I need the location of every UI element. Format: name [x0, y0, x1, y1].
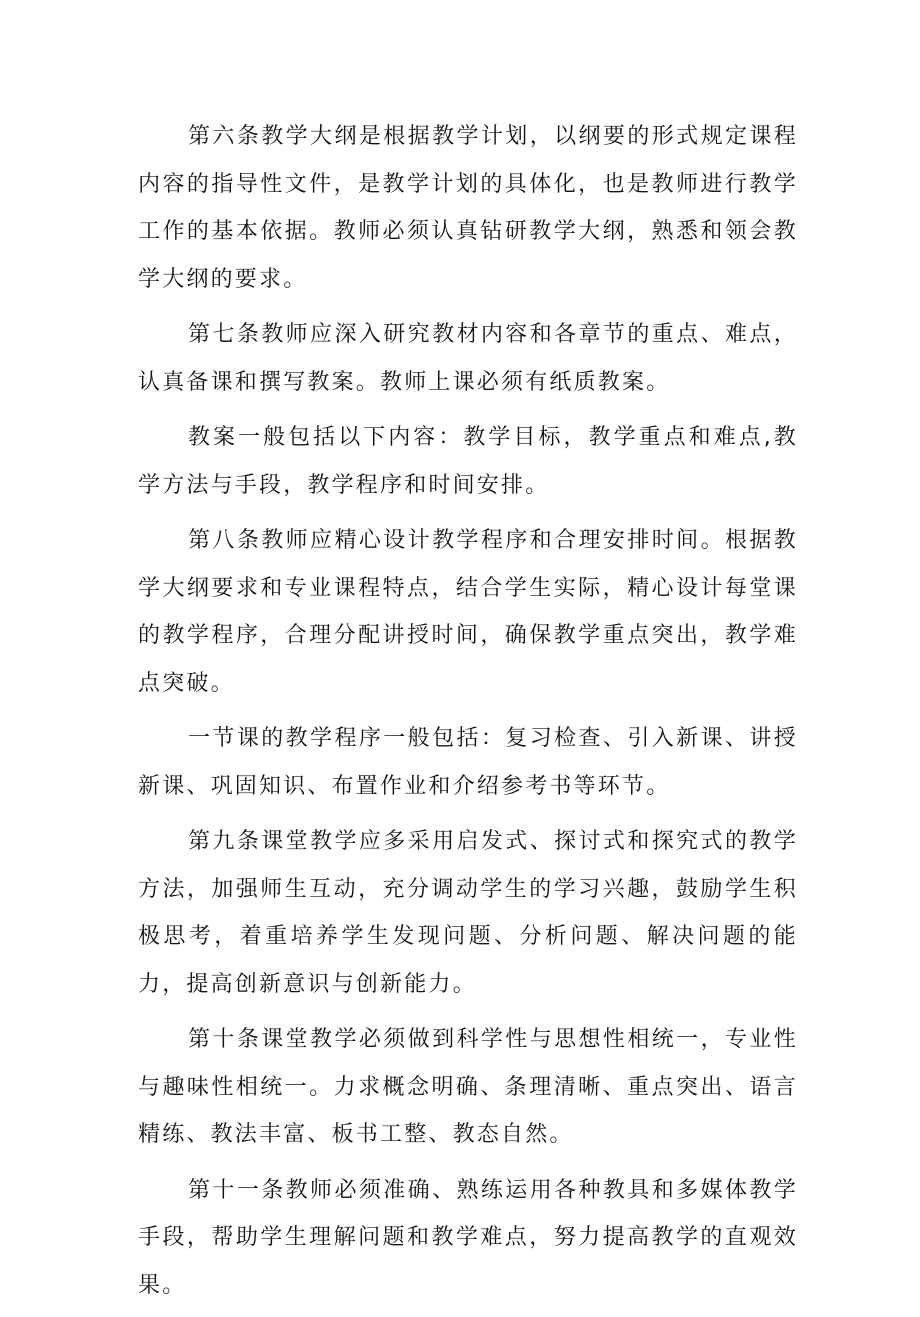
paragraph-lesson-procedure: 一节课的教学程序一般包括：复习检查、引入新课、讲授新课、巩固知识、布置作业和介绍参考书等环节。: [138, 726, 798, 799]
paragraph-article-10: 第十条课堂教学必须做到科学性与思想性相统一，专业性与趣味性相统一。力求概念明确、条理清晰、重点突出、语言精练、教法丰富、板书工整、教态自然。: [138, 1027, 798, 1147]
paragraph-lesson-plan-contents: 教案一般包括以下内容：教学目标，教学重点和难点,教学方法与手段，教学程序和时间安排。: [138, 425, 798, 498]
paragraph-article-6: 第六条教学大纲是根据教学计划，以纲要的形式规定课程内容的指导性文件，是教学计划的具体化，也是教师进行教学工作的基本依据。教师必须认真钻研教学大纲，熟悉和领会教学大纲的要求。: [138, 124, 798, 292]
paragraph-article-9: 第九条课堂教学应多采用启发式、探讨式和探究式的教学方法，加强师生互动，充分调动学生的学习兴趣，鼓励学生积极思考，着重培养学生发现问题、分析问题、解决问题的能力，提高创新意识与创新能力。: [138, 829, 798, 997]
paragraph-article-11: 第十一条教师必须准确、熟练运用各种教具和多媒体教学手段，帮助学生理解问题和教学难点，努力提高教学的直观效果。: [138, 1177, 798, 1298]
paragraph-article-8: 第八条教师应精心设计教学程序和合理安排时间。根据教学大纲要求和专业课程特点，结合学生实际，精心设计每堂课的教学程序，合理分配讲授时间，确保教学重点突出，教学难点突破。: [138, 528, 798, 696]
document-body: [138, 113, 798, 1317]
paragraph-article-7: 第七条教师应深入研究教材内容和各章节的重点、难点，认真备课和撰写教案。教师上课必须有纸质教案。: [138, 322, 798, 395]
